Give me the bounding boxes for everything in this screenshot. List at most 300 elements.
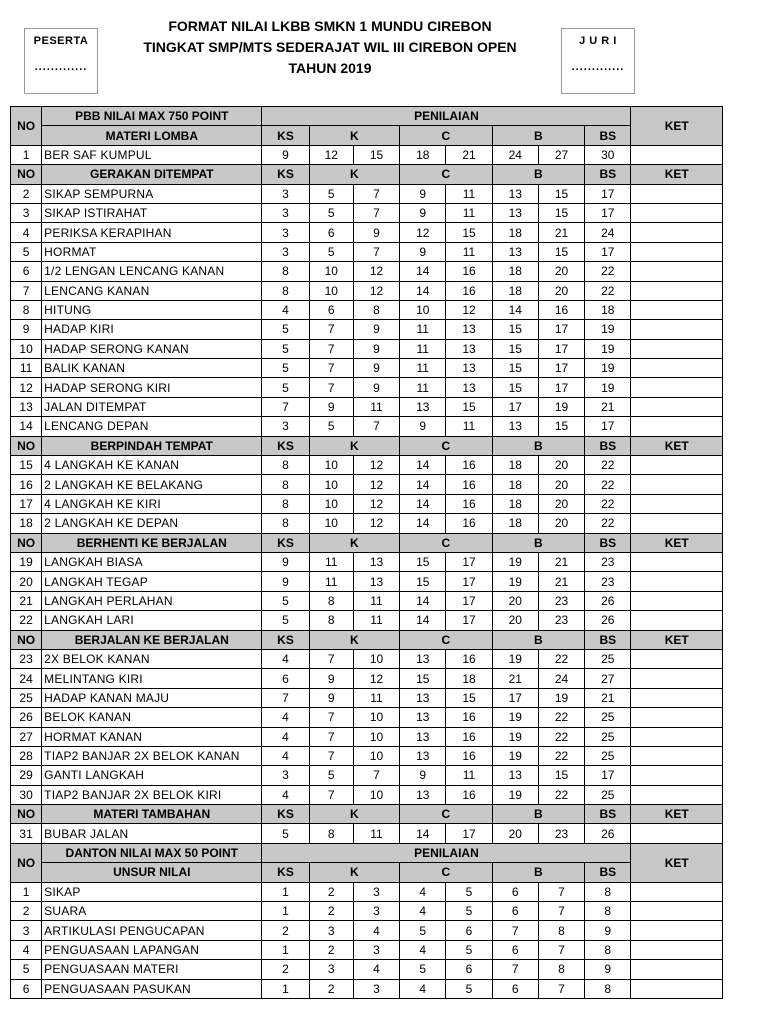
row-item-name: HITUNG [42, 300, 262, 319]
score-cell: 16 [446, 649, 492, 668]
score-cell: 15 [353, 145, 399, 164]
table-row [11, 514, 723, 533]
score-cell: 12 [353, 456, 399, 475]
score-cell: 8 [262, 281, 309, 300]
row-number: 5 [11, 960, 42, 979]
c-header: C [400, 863, 493, 882]
c-header: C [400, 533, 493, 552]
score-cell: 18 [492, 456, 538, 475]
score-cell: 5 [262, 339, 309, 358]
score-cell: 5 [309, 242, 353, 261]
score-cell: 25 [585, 649, 631, 668]
ket-cell [631, 514, 723, 533]
table-row [11, 262, 723, 281]
score-cell: 14 [400, 475, 446, 494]
row-number: 4 [11, 223, 42, 242]
score-cell: 16 [446, 785, 492, 804]
row-item-name: SIKAP SEMPURNA [42, 184, 262, 203]
penilaian-header: PENILAIAN [262, 843, 631, 862]
score-cell: 2 [309, 882, 353, 901]
score-cell: 10 [353, 649, 399, 668]
ket-cell [631, 882, 723, 901]
ket-cell [631, 300, 723, 319]
c-header: C [400, 436, 493, 455]
b-header: B [492, 436, 585, 455]
score-cell: 17 [538, 339, 584, 358]
score-cell: 19 [585, 378, 631, 397]
score-cell: 15 [492, 320, 538, 339]
score-cell: 16 [446, 262, 492, 281]
no-header: NO [11, 843, 42, 882]
ket-cell [631, 766, 723, 785]
score-cell: 20 [538, 494, 584, 513]
score-cell: 11 [309, 572, 353, 591]
score-cell: 18 [492, 514, 538, 533]
score-cell: 16 [446, 494, 492, 513]
pbb-header-row [11, 107, 723, 126]
score-cell: 15 [538, 203, 584, 222]
score-cell: 3 [309, 960, 353, 979]
score-cell: 17 [446, 572, 492, 591]
score-cell: 7 [538, 882, 584, 901]
score-cell: 22 [585, 475, 631, 494]
score-cell: 14 [400, 824, 446, 843]
row-item-name: HADAP SERONG KANAN [42, 339, 262, 358]
score-cell: 7 [353, 417, 399, 436]
document-title [110, 16, 550, 79]
participant-label: PESERTA [33, 35, 89, 47]
table-row [11, 475, 723, 494]
score-cell: 19 [492, 572, 538, 591]
score-cell: 5 [262, 320, 309, 339]
score-cell: 14 [400, 591, 446, 610]
no-header: NO [11, 630, 42, 649]
table-row [11, 203, 723, 222]
score-cell: 2 [309, 902, 353, 921]
score-cell: 20 [492, 824, 538, 843]
section-header-row [11, 533, 723, 552]
score-cell: 8 [538, 921, 584, 940]
score-cell: 17 [585, 417, 631, 436]
score-cell: 13 [446, 320, 492, 339]
score-cell: 20 [492, 591, 538, 610]
score-cell: 18 [492, 262, 538, 281]
score-cell: 9 [309, 688, 353, 707]
score-cell: 7 [309, 785, 353, 804]
score-cell: 11 [446, 417, 492, 436]
score-cell: 9 [353, 223, 399, 242]
participant-box [24, 28, 98, 94]
row-item-name: 1/2 LENGAN LENCANG KANAN [42, 262, 262, 281]
score-cell: 17 [538, 320, 584, 339]
row-item-name: 2X BELOK KANAN [42, 649, 262, 668]
score-cell: 4 [262, 300, 309, 319]
score-cell: 8 [585, 940, 631, 959]
score-cell: 9 [262, 572, 309, 591]
score-cell: 11 [446, 766, 492, 785]
score-cell: 10 [309, 514, 353, 533]
title-line-2: TINGKAT SMP/MTS SEDERAJAT WIL III CIREBON OPEN [143, 39, 517, 55]
table-row [11, 320, 723, 339]
score-cell: 5 [309, 203, 353, 222]
score-cell: 12 [353, 669, 399, 688]
row-number: 12 [11, 378, 42, 397]
ket-header: KET [631, 165, 723, 184]
row-item-name: 2 LANGKAH KE BELAKANG [42, 475, 262, 494]
score-cell: 18 [400, 145, 446, 164]
score-cell: 6 [492, 902, 538, 921]
score-cell: 6 [262, 669, 309, 688]
score-cell: 1 [262, 882, 309, 901]
score-cell: 19 [492, 746, 538, 765]
ket-cell [631, 378, 723, 397]
score-cell: 5 [262, 591, 309, 610]
table-row [11, 572, 723, 591]
table-row [11, 979, 723, 998]
table-row [11, 611, 723, 630]
score-cell: 27 [585, 669, 631, 688]
score-cell: 17 [538, 378, 584, 397]
score-cell: 4 [353, 960, 399, 979]
score-cell: 25 [585, 746, 631, 765]
ket-header: KET [631, 436, 723, 455]
row-item-name: LANGKAH LARI [42, 611, 262, 630]
score-cell: 23 [538, 611, 584, 630]
score-cell: 17 [446, 611, 492, 630]
score-cell: 17 [585, 184, 631, 203]
ket-header: KET [631, 630, 723, 649]
score-cell: 18 [492, 223, 538, 242]
row-number: 18 [11, 514, 42, 533]
table-row [11, 456, 723, 475]
score-cell: 18 [585, 300, 631, 319]
score-cell: 30 [585, 145, 631, 164]
score-cell: 19 [492, 649, 538, 668]
b-header: B [492, 533, 585, 552]
score-cell: 15 [400, 552, 446, 571]
score-cell: 11 [446, 184, 492, 203]
score-cell: 22 [585, 456, 631, 475]
c-header: C [400, 630, 493, 649]
ket-cell [631, 456, 723, 475]
score-cell: 14 [400, 611, 446, 630]
score-cell: 7 [538, 902, 584, 921]
score-cell: 11 [400, 320, 446, 339]
score-cell: 11 [446, 203, 492, 222]
score-cell: 17 [446, 552, 492, 571]
row-item-name: PENGUASAAN MATERI [42, 960, 262, 979]
table-row [11, 494, 723, 513]
section-header-row [11, 436, 723, 455]
score-cell: 8 [353, 300, 399, 319]
score-cell: 21 [538, 223, 584, 242]
ket-cell [631, 262, 723, 281]
score-cell: 10 [309, 475, 353, 494]
ket-header: KET [631, 805, 723, 824]
ket-header: KET [631, 533, 723, 552]
score-cell: 9 [309, 669, 353, 688]
score-cell: 3 [353, 979, 399, 998]
score-cell: 6 [446, 921, 492, 940]
score-cell: 20 [538, 456, 584, 475]
score-cell: 12 [309, 145, 353, 164]
score-cell: 26 [585, 611, 631, 630]
table-row [11, 902, 723, 921]
score-cell: 11 [400, 378, 446, 397]
score-cell: 10 [309, 281, 353, 300]
row-item-name: PERIKSA KERAPIHAN [42, 223, 262, 242]
row-number: 3 [11, 921, 42, 940]
score-cell: 19 [492, 785, 538, 804]
row-item-name: HADAP KANAN MAJU [42, 688, 262, 707]
row-number: 6 [11, 979, 42, 998]
score-cell: 22 [538, 727, 584, 746]
score-cell: 13 [400, 727, 446, 746]
row-number: 26 [11, 708, 42, 727]
score-cell: 23 [538, 591, 584, 610]
score-cell: 6 [446, 960, 492, 979]
score-cell: 10 [353, 708, 399, 727]
score-cell: 5 [446, 940, 492, 959]
bs-header: BS [585, 165, 631, 184]
score-cell: 8 [585, 902, 631, 921]
k-header: K [309, 436, 399, 455]
score-cell: 14 [400, 514, 446, 533]
score-cell: 4 [400, 979, 446, 998]
score-cell: 4 [262, 746, 309, 765]
score-cell: 9 [262, 145, 309, 164]
ket-cell [631, 572, 723, 591]
score-cell: 11 [400, 359, 446, 378]
score-cell: 17 [585, 766, 631, 785]
score-cell: 24 [585, 223, 631, 242]
ket-cell [631, 359, 723, 378]
score-cell: 22 [538, 649, 584, 668]
score-cell: 15 [538, 242, 584, 261]
row-number: 2 [11, 902, 42, 921]
row-number: 23 [11, 649, 42, 668]
score-cell: 13 [353, 572, 399, 591]
row-number: 22 [11, 611, 42, 630]
table-row [11, 339, 723, 358]
score-cell: 15 [492, 359, 538, 378]
score-cell: 9 [353, 359, 399, 378]
score-cell: 17 [446, 824, 492, 843]
score-cell: 20 [538, 281, 584, 300]
ket-cell [631, 708, 723, 727]
score-cell: 7 [492, 960, 538, 979]
k-header: K [309, 165, 399, 184]
no-header: NO [11, 805, 42, 824]
danton-header-row [11, 843, 723, 862]
section-header-row [11, 630, 723, 649]
row-item-name: PENGUASAAN LAPANGAN [42, 940, 262, 959]
row-number: 13 [11, 397, 42, 416]
score-cell: 19 [538, 688, 584, 707]
score-cell: 26 [585, 591, 631, 610]
table-row [11, 688, 723, 707]
score-cell: 16 [446, 746, 492, 765]
score-cell: 5 [262, 824, 309, 843]
row-item-name: HADAP KIRI [42, 320, 262, 339]
ket-cell [631, 669, 723, 688]
score-cell: 13 [492, 417, 538, 436]
row-number: 1 [11, 882, 42, 901]
score-cell: 9 [353, 339, 399, 358]
row-item-name: 2 LANGKAH KE DEPAN [42, 514, 262, 533]
danton-subheader-row [11, 863, 723, 882]
score-cell: 15 [538, 766, 584, 785]
row-item-name: LANGKAH TEGAP [42, 572, 262, 591]
score-cell: 11 [353, 688, 399, 707]
score-cell: 9 [353, 320, 399, 339]
row-item-name: HORMAT KANAN [42, 727, 262, 746]
score-cell: 13 [353, 552, 399, 571]
b-header: B [492, 630, 585, 649]
score-cell: 3 [262, 417, 309, 436]
row-number: 21 [11, 591, 42, 610]
score-cell: 15 [446, 397, 492, 416]
k-header: K [309, 805, 399, 824]
table-row [11, 824, 723, 843]
score-cell: 9 [400, 184, 446, 203]
table-row [11, 223, 723, 242]
ks-header: KS [262, 863, 309, 882]
score-cell: 21 [492, 669, 538, 688]
ks-header: KS [262, 165, 309, 184]
score-cell: 19 [585, 320, 631, 339]
score-cell: 8 [262, 494, 309, 513]
score-cell: 21 [585, 688, 631, 707]
judge-box [561, 28, 635, 94]
score-cell: 2 [262, 921, 309, 940]
score-cell: 7 [309, 378, 353, 397]
score-cell: 4 [262, 708, 309, 727]
row-number: 7 [11, 281, 42, 300]
score-cell: 16 [538, 300, 584, 319]
score-cell: 1 [262, 902, 309, 921]
score-cell: 8 [585, 979, 631, 998]
penilaian-header: PENILAIAN [262, 107, 631, 126]
b-header: B [492, 805, 585, 824]
row-item-name: HORMAT [42, 242, 262, 261]
ket-cell [631, 940, 723, 959]
score-cell: 7 [492, 921, 538, 940]
score-cell: 11 [353, 824, 399, 843]
score-cell: 12 [446, 300, 492, 319]
score-cell: 6 [309, 300, 353, 319]
row-item-name: JALAN DITEMPAT [42, 397, 262, 416]
score-cell: 9 [400, 242, 446, 261]
ket-cell [631, 223, 723, 242]
row-item-name: PENGUASAAN PASUKAN [42, 979, 262, 998]
score-cell: 5 [309, 417, 353, 436]
row-number: 30 [11, 785, 42, 804]
section-header-row [11, 165, 723, 184]
score-cell: 16 [446, 475, 492, 494]
ket-cell [631, 203, 723, 222]
table-row [11, 359, 723, 378]
section-title: GERAKAN DITEMPAT [42, 165, 262, 184]
score-cell: 7 [309, 708, 353, 727]
table-row [11, 940, 723, 959]
score-cell: 3 [262, 223, 309, 242]
no-header: NO [11, 436, 42, 455]
score-cell: 2 [262, 960, 309, 979]
score-cell: 19 [492, 708, 538, 727]
bs-header: BS [585, 805, 631, 824]
score-cell: 10 [309, 456, 353, 475]
ks-header: KS [262, 805, 309, 824]
score-cell: 4 [262, 727, 309, 746]
score-cell: 11 [353, 611, 399, 630]
score-cell: 5 [400, 921, 446, 940]
ket-cell [631, 397, 723, 416]
score-cell: 8 [309, 591, 353, 610]
table-row [11, 300, 723, 319]
row-number: 20 [11, 572, 42, 591]
score-cell: 19 [492, 552, 538, 571]
table-row [11, 242, 723, 261]
score-cell: 7 [262, 397, 309, 416]
score-cell: 21 [538, 552, 584, 571]
score-cell: 21 [446, 145, 492, 164]
section-title: BERPINDAH TEMPAT [42, 436, 262, 455]
score-cell: 6 [492, 940, 538, 959]
score-cell: 7 [538, 979, 584, 998]
row-number: 15 [11, 456, 42, 475]
b-header: B [492, 863, 585, 882]
row-number: 8 [11, 300, 42, 319]
row-item-name: TIAP2 BANJAR 2X BELOK KIRI [42, 785, 262, 804]
score-cell: 15 [492, 378, 538, 397]
participant-blank: ............. [34, 61, 88, 73]
row-item-name: SIKAP ISTIRAHAT [42, 203, 262, 222]
row-number: 10 [11, 339, 42, 358]
score-cell: 5 [446, 882, 492, 901]
score-cell: 10 [353, 785, 399, 804]
score-cell: 10 [353, 746, 399, 765]
row-item-name: SUARA [42, 902, 262, 921]
ket-cell [631, 475, 723, 494]
score-cell: 17 [492, 688, 538, 707]
row-number: 19 [11, 552, 42, 571]
ket-cell [631, 979, 723, 998]
ket-cell [631, 611, 723, 630]
score-cell: 22 [538, 785, 584, 804]
pbb-subtitle: MATERI LOMBA [42, 126, 262, 145]
table-row [11, 746, 723, 765]
score-cell: 15 [400, 572, 446, 591]
ket-cell [631, 417, 723, 436]
table-row [11, 417, 723, 436]
score-cell: 14 [400, 456, 446, 475]
score-cell: 13 [446, 378, 492, 397]
score-cell: 8 [262, 514, 309, 533]
bs-header: BS [585, 436, 631, 455]
score-cell: 19 [492, 727, 538, 746]
score-cell: 5 [262, 378, 309, 397]
score-cell: 17 [492, 397, 538, 416]
table-row [11, 378, 723, 397]
table-row [11, 145, 723, 164]
score-cell: 3 [353, 882, 399, 901]
score-cell: 15 [400, 669, 446, 688]
score-cell: 4 [262, 649, 309, 668]
score-cell: 5 [262, 611, 309, 630]
row-number: 29 [11, 766, 42, 785]
score-cell: 14 [492, 300, 538, 319]
